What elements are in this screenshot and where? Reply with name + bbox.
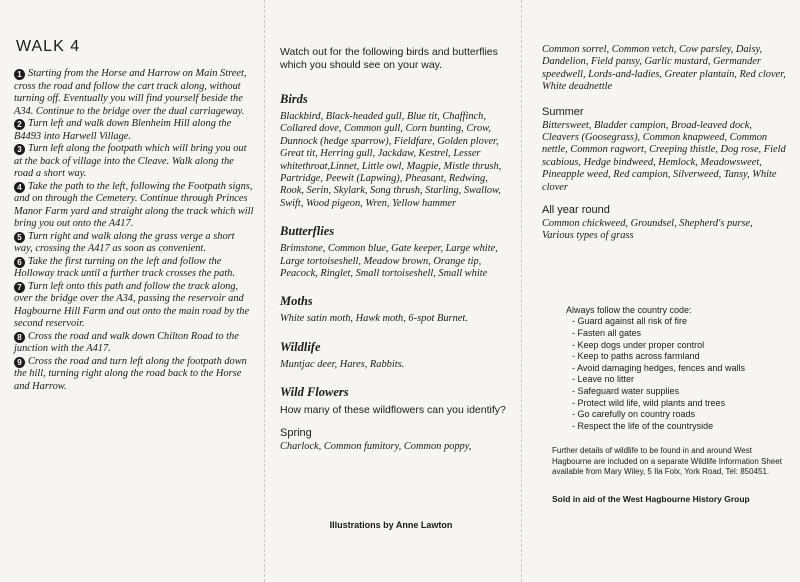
wildflowers-question: How many of these wildflowers can you identify? — [280, 404, 506, 417]
moths-heading: Moths — [280, 294, 313, 309]
walk-steps — [14, 68, 254, 393]
summer-list: Bittersweet, Bladder campion, Broad-leaved dock, Cleavers (Goosegrass), Common knapweed, Common nettle, Common ragwort, Creeping thistle, Dog rose, Field scabious, Hedge bindweed, Hemlock, Meadowsweet, Pineapple weed, Red campion, Silverweed, Tansy, White clover — [542, 119, 786, 193]
step-number-badge: 6 — [14, 257, 25, 268]
butterflies-list: Brimstone, Common blue, Gate keeper, Large white, Large tortoiseshell, Meadow brown, Orange tip, Peacock, Ringlet, Small tortoiseshell, Small white — [280, 243, 498, 280]
walk-title: WALK 4 — [16, 38, 81, 55]
step-number-badge: 7 — [14, 282, 25, 293]
step-text: Starting from the Horse and Harrow on Main Street, cross the road and follow the cart track along, without turning off. Eventually you will find yourself beside the A34. Continue to the bridge over the dual carriageway. — [14, 68, 247, 117]
country-code-item: - Keep to paths across farmland — [572, 351, 700, 362]
illustrations-credit: Illustrations by Anne Lawton — [329, 520, 453, 530]
spring-list: Charlock, Common fumitory, Common poppy, — [280, 441, 472, 453]
country-code-item: - Fasten all gates — [572, 328, 642, 339]
spring-label: Spring — [280, 427, 312, 440]
country-code-item: - Guard against all risk of fire — [572, 316, 688, 327]
step-number-badge: 5 — [14, 232, 25, 243]
step-text: Cross the road and walk down Chilton Road to the junction with the A417. — [14, 330, 239, 354]
country-code-item: - Keep dogs under proper control — [572, 339, 705, 350]
fold-line-right — [521, 0, 522, 582]
birds-heading: Birds — [280, 92, 308, 106]
wildlife-list: Muntjac deer, Hares, Rabbits. — [280, 358, 405, 370]
country-code-item: - Leave no litter — [572, 374, 635, 385]
walk-step — [14, 281, 254, 331]
wildflowers-heading: Wild Flowers — [280, 385, 349, 400]
walk-step — [14, 331, 254, 356]
step-text: Cross the road and turn left along the footpath down the hill, turning right along the road back to the Horse and Harrow. — [14, 355, 247, 392]
step-number-badge: 2 — [14, 119, 25, 130]
country-code-item: - Protect wild life, wild plants and trees — [572, 397, 726, 408]
walk-step — [14, 231, 254, 256]
walk-step — [14, 68, 254, 118]
step-text: Turn right and walk along the grass verge a short way, crossing the A417 as soon as convenient. — [14, 230, 235, 254]
country-code-item: - Avoid damaging hedges, fences and walls — [572, 362, 745, 373]
step-text: Turn left and walk down Blenheim Hill along the B4493 into Harwell Village. — [14, 118, 232, 142]
country-code-list — [566, 316, 786, 432]
walk-step — [14, 143, 254, 181]
summer-label: Summer — [542, 105, 584, 118]
walk-step — [14, 356, 254, 394]
wildlife-intro: Watch out for the following birds and butterflies which you should see on your way. — [280, 46, 498, 71]
all-year-list: Common chickweed, Groundsel, Shepherd's purse, Various types of grass — [542, 218, 753, 242]
step-text: Take the first turning on the left and follow the Holloway track until a further track crosses the path. — [14, 255, 235, 279]
country-code — [566, 305, 786, 433]
step-number-badge: 3 — [14, 144, 25, 155]
walk-step — [14, 256, 254, 281]
spring-list-continued: Common sorrel, Common vetch, Cow parsley, Daisy, Dandelion, Field pansy, Garlic mustard, Germander speedwell, Lords-and-ladies, Greater plantain, Red clover, White deadnettle — [542, 44, 786, 93]
fold-line-left — [264, 0, 265, 582]
country-code-item: - Go carefully on country roads — [572, 409, 696, 420]
step-number-badge: 1 — [14, 69, 25, 80]
wildlife-heading: Wildlife — [280, 339, 321, 354]
step-text: Turn left along the footpath which will bring you out at the back of village into the Cleave. Walk along the road a short way. — [14, 143, 247, 179]
step-number-badge: 8 — [14, 332, 25, 343]
step-text: Turn left onto this path and follow the track along, over the bridge over the A34, passing the reservoir and Hagbourne Hill Farm and out onto the main road by the second reservoir. — [14, 280, 250, 329]
sold-in-aid-note: Sold in aid of the West Hagbourne History Group — [552, 493, 750, 504]
wildlife-panel — [266, 0, 516, 582]
step-number-badge: 9 — [14, 357, 25, 368]
country-code-item: - Respect the life of the countryside — [572, 420, 714, 431]
all-year-label: All year round — [542, 204, 610, 217]
walk-step — [14, 118, 254, 143]
step-number-badge: 4 — [14, 182, 25, 193]
country-code-title: Always follow the country code: — [566, 304, 692, 315]
moths-list: White satin moth, Hawk moth, 6-spot Burnet. — [280, 313, 468, 325]
walk-directions-panel — [0, 0, 262, 582]
further-details-note: Further details of wildlife to be found in and around West Hagbourne are included on a separate Wildlife Information Sheet available from Mary Wiley, 5 Ila Folx, York Road, Tel: 850451. — [552, 446, 782, 477]
butterflies-heading: Butterflies — [280, 224, 335, 239]
country-code-item: - Safeguard water supplies — [572, 386, 680, 397]
birds-list: Blackbird, Black-headed gull, Blue tit, Chaffinch, Collared dove, Common gull, Corn bunting, Crow, Dunnock (hedge sparrow), Fieldfare, Golden plover, Great tit, Herring gull, Jackdaw, Kestrel, Lesser whitethroat,Linnet, Little owl, Magpie, Mistle thrush, Partridge, Peewit (Lapwing), Pheasant, Redwing, Rook, Serin, Skylark, Song thrush, Starling, Swallow, Swift, Wood pigeon, Wren, Yellow hammer — [280, 111, 502, 209]
flowers-code-panel — [528, 0, 800, 582]
step-text: Take the path to the left, following the Footpath signs, and on through the Cemetery. Continue through Princes Manor Farm yard and straight along the track which will bring you out onto the A417. — [14, 180, 254, 229]
walk-step — [14, 181, 254, 231]
